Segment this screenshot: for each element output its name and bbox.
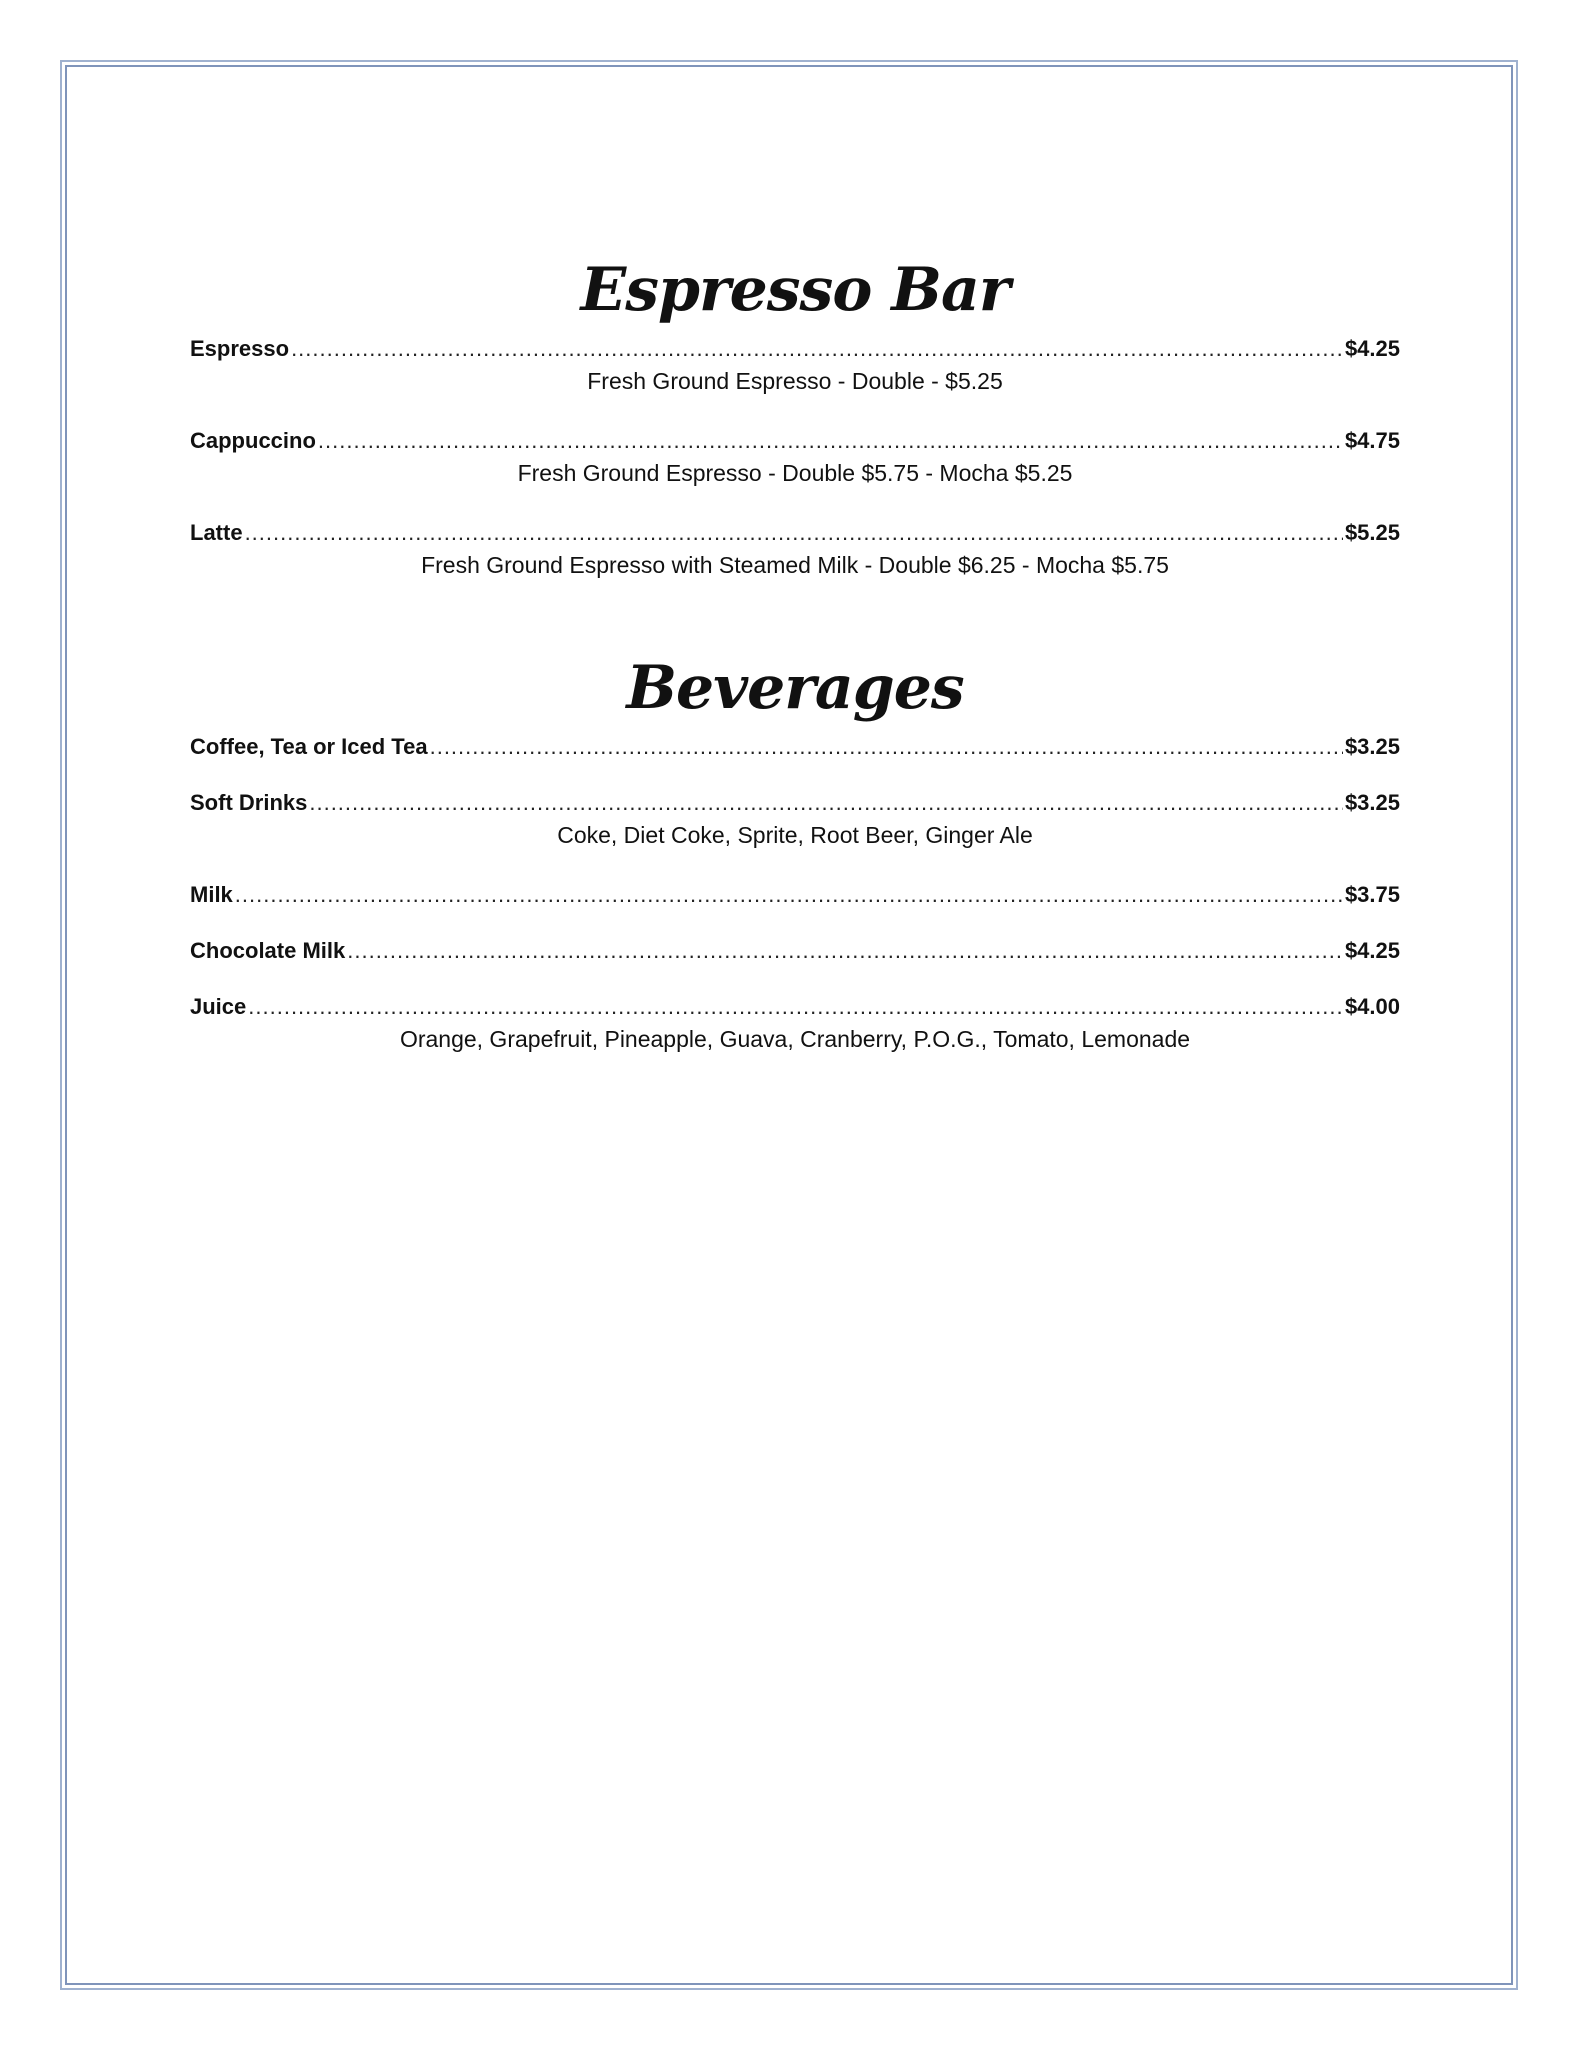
menu-item-juice [190,992,1400,1056]
section-title: Espresso Bar [580,255,1010,325]
dot-leader [318,426,1343,456]
menu-item-name: Milk [190,882,233,907]
menu-item-name: Chocolate Milk [190,938,346,963]
menu-item-name: Juice [190,994,247,1019]
menu-item-description: Fresh Ground Espresso - Double - $5.25 [587,368,1003,394]
menu-item-price: $4.75 [1344,428,1400,453]
menu-item-line [190,992,1400,1022]
menu-item-name: Coffee, Tea or Iced Tea [190,734,428,759]
menu-item-price: $5.25 [1344,520,1400,545]
menu-item-espresso [190,334,1400,398]
menu-item-description: Coke, Diet Coke, Sprite, Root Beer, Ginger Ale [557,822,1033,848]
dot-leader [347,936,1343,966]
menu-item-line [190,426,1400,456]
menu-item-line [190,936,1400,966]
menu-item-name: Espresso [190,336,290,361]
dot-leader [248,992,1343,1022]
menu-item-description: Fresh Ground Espresso with Steamed Milk - Double $6.25 - Mocha $5.75 [421,552,1169,578]
menu-item-name: Soft Drinks [190,790,308,815]
menu-item-price: $3.75 [1344,882,1400,907]
dot-leader [291,334,1343,364]
menu-item-price: $4.25 [1344,938,1400,963]
menu-item-line [190,518,1400,548]
menu-item-cappuccino [190,426,1400,490]
menu-item-price: $3.25 [1344,790,1400,815]
section-beverages [190,638,1400,1056]
section-title: Beverages [626,653,964,723]
section-espresso-bar [190,240,1400,582]
dot-leader [309,788,1343,818]
menu-item-price: $4.00 [1344,994,1400,1019]
menu-item-coffee-tea [190,732,1400,762]
menu-item-soft-drinks [190,788,1400,852]
menu-item-latte [190,518,1400,582]
menu-item-milk [190,880,1400,910]
menu-item-line [190,732,1400,762]
menu-item-line [190,880,1400,910]
menu-item-description: Orange, Grapefruit, Pineapple, Guava, Cranberry, P.O.G., Tomato, Lemonade [399,1026,1191,1052]
menu-item-line [190,334,1400,364]
menu-item-chocolate-milk [190,936,1400,966]
menu-item-line [190,788,1400,818]
menu-item-name: Cappuccino [190,428,316,453]
dot-leader [430,732,1343,762]
menu-item-price: $4.25 [1344,336,1400,361]
menu-item-price: $3.25 [1344,734,1400,759]
dot-leader [245,518,1343,548]
menu-page [190,240,1400,1084]
menu-item-name: Latte [190,520,243,545]
menu-item-description: Fresh Ground Espresso - Double $5.75 - Mocha $5.25 [517,460,1073,486]
dot-leader [235,880,1343,910]
